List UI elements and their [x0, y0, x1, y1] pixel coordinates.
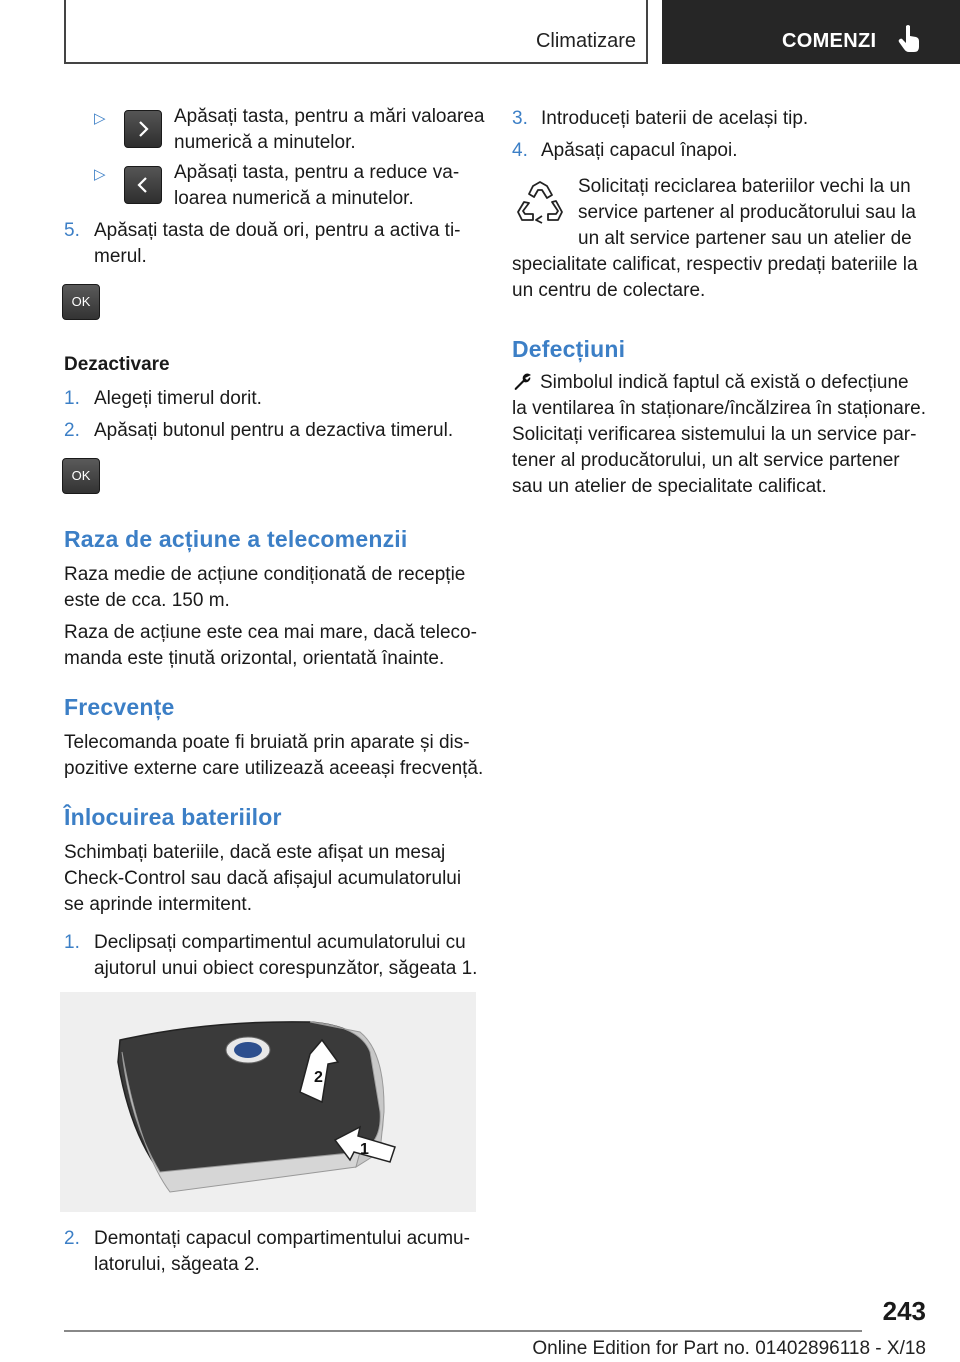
batt-step-1-line1: Declipsați compartimentul acumulatorului cu — [94, 932, 466, 953]
ok-button: OK — [62, 458, 100, 494]
deactivate-step-1: Alegeți timerul dorit. — [94, 388, 262, 409]
range-p2-line2: manda este ținută orizontal, orientată înainte. — [64, 648, 445, 669]
deactivate-heading: Dezactivare — [64, 354, 170, 375]
wrench-icon — [513, 372, 533, 392]
step-number: 2. — [64, 420, 80, 441]
ok-button: OK — [62, 284, 100, 320]
chevron-left-icon — [125, 167, 161, 203]
step-3-text: Introduceți baterii de același tip. — [541, 108, 809, 129]
minutes-increase-button — [124, 110, 162, 148]
freq-line1: Telecomanda poate fi bruiată prin aparate și dis- — [64, 732, 470, 753]
footer-divider — [64, 1330, 862, 1332]
recycle-line3: un alt service partener sau un atelier de — [578, 228, 912, 249]
tab-comenzi[interactable] — [662, 0, 960, 64]
arrow-item-2-line2: loarea numerică a minutelor. — [174, 188, 414, 209]
batt-step-2-line1: Demontați capacul compartimentului acumu- — [94, 1228, 470, 1249]
recycle-icon — [514, 178, 566, 230]
fault-heading: Defecțiuni — [512, 336, 626, 362]
range-p1-line2: este de cca. 150 m. — [64, 590, 230, 611]
chevron-right-icon — [125, 111, 161, 147]
arrow-bullet-icon: ▷ — [94, 166, 106, 183]
recycle-line1: Solicitați reciclarea bateriilor vechi la un — [578, 176, 911, 197]
step-number: 1. — [64, 932, 80, 953]
section-title: Climatizare — [535, 30, 636, 52]
fault-line4: tener al producătorului, un alt service partener — [512, 450, 900, 471]
range-p2-line1: Raza de acțiune este cea mai mare, dacă teleco- — [64, 622, 477, 643]
recycle-line5: un centru de colectare. — [512, 280, 706, 301]
deactivate-step-2: Apăsați butonul pentru a dezactiva timerul. — [94, 420, 454, 441]
arrow-item-1-line1: Apăsați tasta, pentru a mări valoarea — [174, 106, 485, 127]
batt-heading: Înlocuirea bateriilor — [64, 804, 282, 830]
step-number: 5. — [64, 220, 80, 241]
batt-step-2-line2: latorului, săgeata 2. — [94, 1254, 260, 1275]
step-number: 3. — [512, 108, 528, 129]
step-5-line1: Apăsați tasta de două ori, pentru a activa ti- — [94, 220, 461, 241]
footer-edition: Online Edition for Part no. 01402896118 - X/18 — [532, 1338, 926, 1359]
step-5-line2: merul. — [94, 246, 147, 267]
step-4-text: Apăsați capacul înapoi. — [541, 140, 738, 161]
freq-line2: pozitive externe care utilizează aceeași frecvență. — [64, 758, 484, 779]
batt-line2: Check-Control sau dacă afișajul acumulatorului — [64, 868, 462, 889]
recycle-line2: service partener al producătorului sau la — [578, 202, 916, 223]
hand-pointer-icon — [898, 24, 922, 54]
arrow-label-1: 1 — [360, 1141, 369, 1158]
step-number: 4. — [512, 140, 528, 161]
step-number: 2. — [64, 1228, 80, 1249]
batt-line3: se aprinde intermitent. — [64, 894, 252, 915]
fault-line2: la ventilarea în staționare/încălzirea în staționare. — [512, 398, 927, 419]
recycle-line4: specialitate calificat, respectiv predați bateriile la — [512, 254, 918, 275]
arrow-item-1-line2: numerică a minutelor. — [174, 132, 356, 153]
key-battery-illustration — [60, 992, 476, 1212]
fault-line3: Solicitați verificarea sistemului la un service par- — [512, 424, 917, 445]
batt-step-1-line2: ajutorul unui obiect corespunzător, săgeata 1. — [94, 958, 478, 979]
arrow-label-2: 2 — [314, 1069, 323, 1086]
arrow-bullet-icon: ▷ — [94, 110, 106, 127]
range-p1-line1: Raza medie de acțiune condiționată de recepție — [64, 564, 466, 585]
step-number: 1. — [64, 388, 80, 409]
page-number: 243 — [882, 1296, 926, 1326]
tab-label: COMENZI — [782, 30, 877, 52]
fault-line1: Simbolul indică faptul că există o defecțiune — [540, 372, 909, 393]
batt-line1: Schimbați bateriile, dacă este afișat un mesaj — [64, 842, 446, 863]
fault-line5: sau un atelier de specialitate calificat. — [512, 476, 827, 497]
minutes-decrease-button — [124, 166, 162, 204]
range-heading: Raza de acțiune a telecomenzii — [64, 526, 408, 552]
freq-heading: Frecvențe — [64, 694, 175, 720]
arrow-item-2-line1: Apăsați tasta, pentru a reduce va- — [174, 162, 460, 183]
